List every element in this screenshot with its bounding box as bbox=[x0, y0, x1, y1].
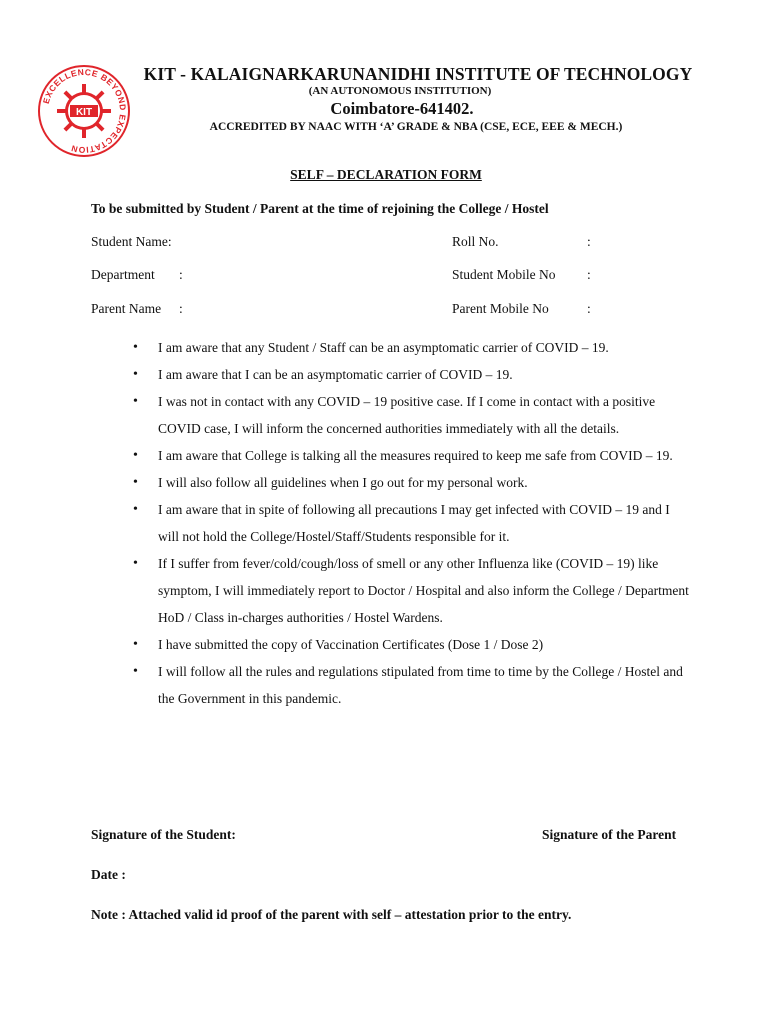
declaration-item bbox=[91, 388, 691, 442]
declaration-list bbox=[91, 334, 691, 712]
date-label: Date : bbox=[91, 867, 126, 882]
declaration-text: I will follow all the rules and regulations stipulated from time to time by the College / Hostel and the Government in this pandemic. bbox=[158, 664, 683, 706]
bullet-icon: • bbox=[133, 502, 138, 517]
institute-subtitle: (AN AUTONOMOUS INSTITUTION) bbox=[308, 85, 492, 97]
parent-signature-label: Signature of the Parent bbox=[542, 827, 677, 842]
declaration-text: If I suffer from fever/cold/cough/loss of smell or any other Influenza like (COVID – 19) like symptom, I will immediately report to Doctor / Hospital and also inform the College / Department HoD / Class in-charges authorities / Hostel Wardens. bbox=[158, 556, 689, 625]
student-signature-label: Signature of the Student: bbox=[91, 827, 236, 842]
logo-text: KIT bbox=[75, 107, 93, 118]
roll-no-colon: : bbox=[587, 234, 591, 249]
declaration-item bbox=[91, 631, 691, 658]
declaration-text: I will also follow all guidelines when I go out for my personal work. bbox=[158, 475, 528, 490]
declaration-text: I am aware that I can be an asymptomatic carrier of COVID – 19. bbox=[158, 367, 513, 382]
form-instruction: To be submitted by Student / Parent at the time of rejoining the College / Hostel bbox=[91, 201, 549, 216]
declaration-text: I am aware that College is talking all the measures required to keep me safe from COVID – 19. bbox=[158, 448, 673, 463]
declaration-item bbox=[91, 550, 691, 631]
declaration-item bbox=[91, 334, 691, 361]
bullet-icon: • bbox=[133, 448, 138, 463]
institute-title: KIT - KALAIGNARKARUNANIDHI INSTITUTE OF TECHNOLOGY bbox=[143, 64, 693, 84]
accreditation-line: ACCREDITED BY NAAC WITH ‘A’ GRADE & NBA (CSE, ECE, EEE & MECH.) bbox=[209, 121, 623, 133]
bullet-icon: • bbox=[133, 475, 138, 490]
department-label: Department bbox=[91, 267, 155, 282]
student-mobile-label: Student Mobile No bbox=[452, 267, 556, 282]
logo-ring-text: EXCELLENCE BEYOND EXPECTATION bbox=[40, 66, 129, 156]
declaration-text: I was not in contact with any COVID – 19 positive case. If I come in contact with a positive COVID case, I will inform the concerned authorities immediately with all the details. bbox=[158, 394, 656, 436]
form-title: SELF – DECLARATION FORM bbox=[290, 167, 482, 182]
declaration-item bbox=[91, 496, 691, 550]
declaration-text: I am aware that in spite of following all precautions I may get infected with COVID – 19 and I will not hold the College/Hostel/Staff/Students responsible for it. bbox=[158, 502, 670, 544]
bullet-icon: • bbox=[133, 637, 138, 652]
declaration-text: I have submitted the copy of Vaccination Certificates (Dose 1 / Dose 2) bbox=[158, 637, 544, 652]
declaration-item bbox=[91, 469, 691, 496]
bullet-icon: • bbox=[133, 664, 138, 679]
parent-name-label: Parent Name bbox=[91, 301, 162, 316]
bullet-icon: • bbox=[133, 340, 138, 355]
declaration-item bbox=[91, 658, 691, 712]
bullet-icon: • bbox=[133, 394, 138, 409]
institute-city: Coimbatore-641402. bbox=[330, 99, 474, 118]
student-mobile-colon: : bbox=[587, 267, 591, 282]
roll-no-label: Roll No. bbox=[452, 234, 499, 249]
student-name-label: Student Name: bbox=[91, 234, 172, 249]
department-colon: : bbox=[179, 267, 183, 282]
declaration-item bbox=[91, 442, 691, 469]
declaration-item bbox=[91, 361, 691, 388]
parent-name-colon: : bbox=[179, 301, 183, 316]
declaration-text: I am aware that any Student / Staff can be an asymptomatic carrier of COVID – 19. bbox=[158, 340, 609, 355]
bullet-icon: • bbox=[133, 556, 138, 571]
note-text: Note : Attached valid id proof of the parent with self – attestation prior to the entry. bbox=[91, 907, 572, 922]
parent-mobile-label: Parent Mobile No bbox=[452, 301, 549, 316]
parent-mobile-colon: : bbox=[587, 301, 591, 316]
bullet-icon: • bbox=[133, 367, 138, 382]
